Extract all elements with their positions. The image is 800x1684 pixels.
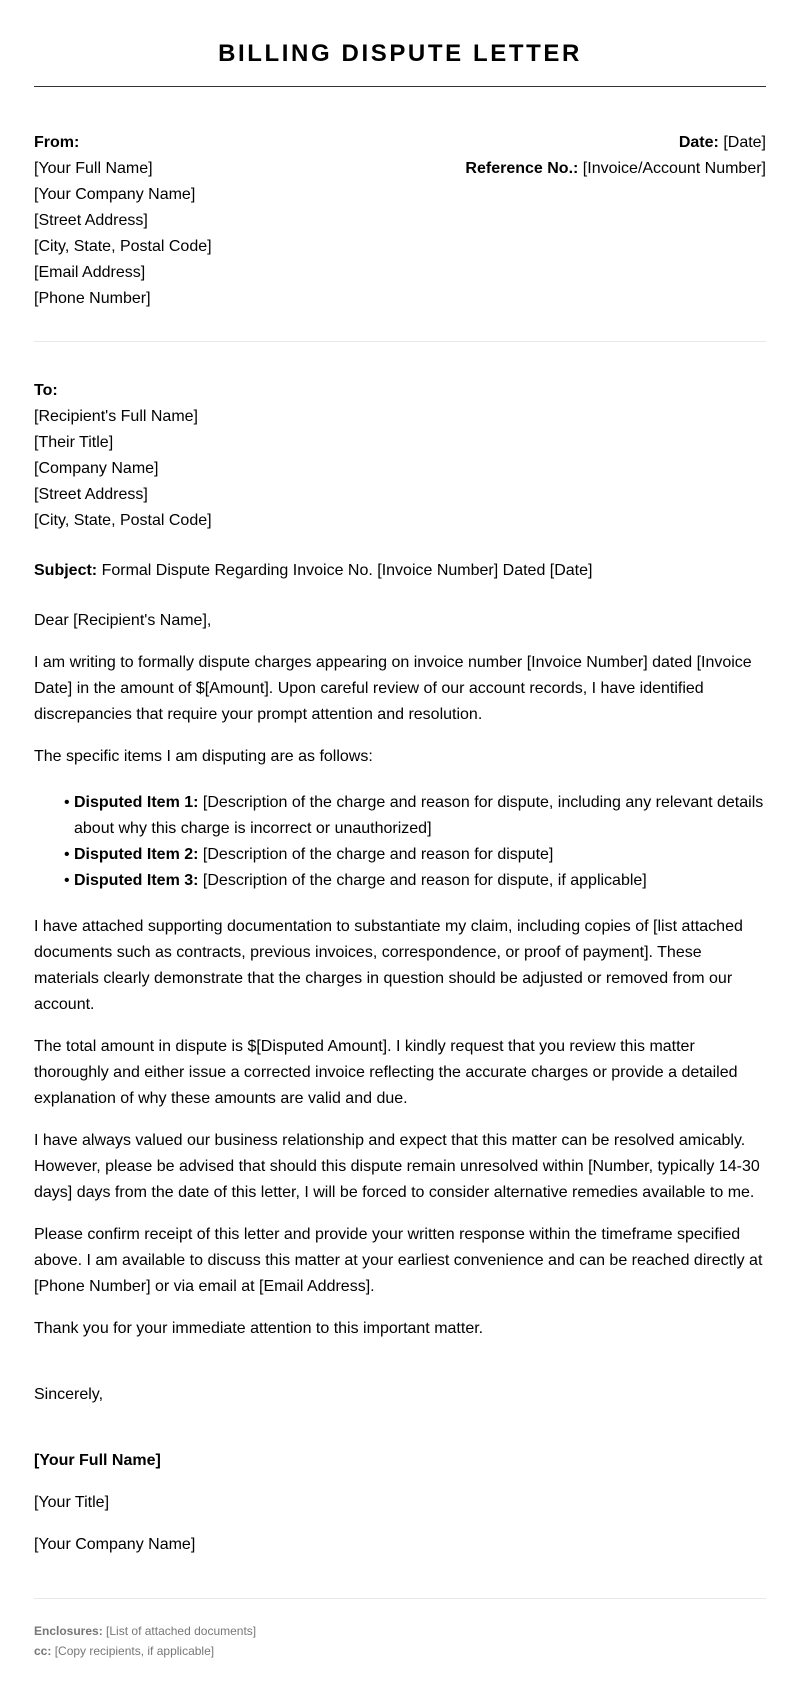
enclosures-line xyxy=(34,1621,766,1641)
enclosures-value: [List of attached documents] xyxy=(106,1624,257,1638)
disputed-item-label: Disputed Item 3: xyxy=(74,872,199,889)
list-item xyxy=(64,842,766,868)
reference-label: Reference No.: xyxy=(465,160,579,177)
list-item xyxy=(64,790,766,842)
recipient-block xyxy=(34,378,766,534)
date-value: [Date] xyxy=(723,134,766,151)
reference-line xyxy=(465,156,766,182)
list-item xyxy=(64,868,766,894)
signature-company: [Your Company Name] xyxy=(34,1536,196,1553)
sender-email: [Email Address] xyxy=(34,264,146,281)
paragraph-relationship: I have always valued our business relationship and expect that this matter can be resolved amicably. However, please be advised that should this dispute remain unresolved within [Number, typically 14-30 days] days from the date of this letter, I will be forced to consider alternative remedies available to me. xyxy=(34,1132,760,1201)
recipient-street: [Street Address] xyxy=(34,486,148,503)
to-label: To: xyxy=(34,382,58,399)
paragraph-confirm: Please confirm receipt of this letter and provide your written response within the timeframe specified above. I am available to discuss this matter at your earliest convenience and can be reached directly at [Phone Number] or via email at [Email Address]. xyxy=(34,1226,763,1295)
cc-value: [Copy recipients, if applicable] xyxy=(54,1644,215,1658)
subject-label: Subject: xyxy=(34,562,98,579)
paragraph-items-intro: The specific items I am disputing are as follows: xyxy=(34,748,373,765)
closing: Sincerely, xyxy=(34,1386,104,1403)
subject-text: Formal Dispute Regarding Invoice No. [Invoice Number] Dated [Date] xyxy=(101,562,593,579)
recipient-title: [Their Title] xyxy=(34,434,114,451)
sender-city: [City, State, Postal Code] xyxy=(34,238,212,255)
sender-street: [Street Address] xyxy=(34,212,148,229)
sender-block xyxy=(34,130,212,312)
date-label: Date: xyxy=(678,134,719,151)
disputed-item-label: Disputed Item 2: xyxy=(74,846,199,863)
letter-footer xyxy=(34,1621,766,1661)
sender-name: [Your Full Name] xyxy=(34,160,153,177)
reference-value: [Invoice/Account Number] xyxy=(582,160,766,177)
cc-label: cc: xyxy=(34,1644,52,1658)
letter-meta xyxy=(465,130,766,312)
header-divider xyxy=(34,341,766,342)
disputed-item-text: [Description of the charge and reason for dispute, including any relevant details about why this charge is incorrect or unauthorized] xyxy=(74,794,764,837)
cc-line xyxy=(34,1641,766,1661)
letter-header xyxy=(34,130,766,312)
enclosures-label: Enclosures: xyxy=(34,1624,103,1638)
signature-name: [Your Full Name] xyxy=(34,1452,161,1469)
from-label: From: xyxy=(34,134,80,151)
recipient-name: [Recipient's Full Name] xyxy=(34,408,198,425)
paragraph-thanks: Thank you for your immediate attention to this important matter. xyxy=(34,1320,484,1337)
salutation: Dear [Recipient's Name], xyxy=(34,612,212,629)
recipient-company: [Company Name] xyxy=(34,460,159,477)
disputed-item-text: [Description of the charge and reason for dispute, if applicable] xyxy=(202,872,647,889)
paragraph-intro: I am writing to formally dispute charges appearing on invoice number [Invoice Number] dated [Invoice Date] in the amount of $[Amount]. Upon careful review of our account records, I have identified discrepancies that require your prompt attention and resolution. xyxy=(34,654,752,723)
date-line xyxy=(465,130,766,156)
disputed-item-label: Disputed Item 1: xyxy=(74,794,199,811)
recipient-city: [City, State, Postal Code] xyxy=(34,512,212,529)
footer-divider xyxy=(34,1598,766,1599)
paragraph-total: The total amount in dispute is $[Disputed Amount]. I kindly request that you review this matter thoroughly and either issue a corrected invoice reflecting the accurate charges or provide a detailed explanation of why these amounts are valid and due. xyxy=(34,1038,738,1107)
disputed-items-list xyxy=(34,790,766,894)
document-title: BILLING DISPUTE LETTER xyxy=(218,40,582,67)
title-divider xyxy=(34,86,766,87)
sender-phone: [Phone Number] xyxy=(34,290,151,307)
paragraph-documentation: I have attached supporting documentation to substantiate my claim, including copies of [list attached documents such as contracts, previous invoices, correspondence, or proof of payment]. These materials clearly demonstrate that the charges in question should be adjusted or removed from our account. xyxy=(34,918,743,1013)
sender-company: [Your Company Name] xyxy=(34,186,196,203)
signature-title: [Your Title] xyxy=(34,1494,110,1511)
disputed-item-text: [Description of the charge and reason for dispute] xyxy=(202,846,554,863)
subject-line xyxy=(34,558,766,584)
